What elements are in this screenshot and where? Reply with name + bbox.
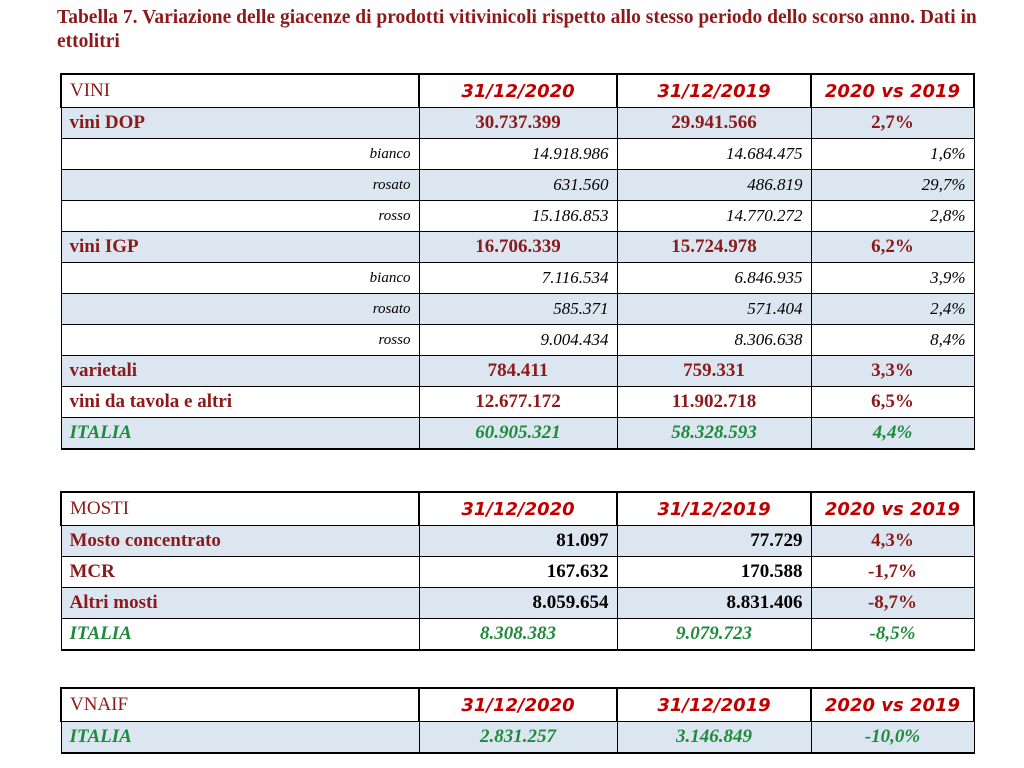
value-2019: 11.902.718 <box>617 387 811 418</box>
table-row <box>61 108 974 139</box>
variation-pct: 1,6% <box>811 139 974 170</box>
row-label: rosato <box>61 170 419 201</box>
vini-header-label: VINI <box>61 74 419 108</box>
value-2020: 14.918.986 <box>419 139 617 170</box>
value-2020: 30.737.399 <box>419 108 617 139</box>
value-2020: 631.560 <box>419 170 617 201</box>
value-2019: 3.146.849 <box>617 722 811 754</box>
vini-header-row <box>61 74 974 108</box>
value-2019: 8.306.638 <box>617 325 811 356</box>
row-label: vini IGP <box>61 232 419 263</box>
mosti-header-2020: 31/12/2020 <box>419 492 617 526</box>
table-row-total <box>61 722 974 754</box>
value-2020: 8.059.654 <box>419 588 617 619</box>
value-2020: 9.004.434 <box>419 325 617 356</box>
row-label: vini DOP <box>61 108 419 139</box>
value-2019: 29.941.566 <box>617 108 811 139</box>
vnaif-header-variation: 2020 vs 2019 <box>811 688 974 722</box>
table-row <box>61 557 974 588</box>
table-row <box>61 356 974 387</box>
row-label: bianco <box>61 263 419 294</box>
variation-pct: 3,3% <box>811 356 974 387</box>
variation-pct: 8,4% <box>811 325 974 356</box>
variation-pct: 29,7% <box>811 170 974 201</box>
row-label: vini da tavola e altri <box>61 387 419 418</box>
table-row-total <box>61 418 974 450</box>
value-2019: 486.819 <box>617 170 811 201</box>
row-label: ITALIA <box>61 722 419 754</box>
table-title: Tabella 7. Variazione delle giacenze di prodotti vitivinicoli rispetto allo stesso periodo dello scorso anno. Dati in ettolitri <box>57 7 977 52</box>
table-row <box>61 263 974 294</box>
row-label: ITALIA <box>61 418 419 450</box>
row-label: varietali <box>61 356 419 387</box>
table-row <box>61 325 974 356</box>
row-label: rosato <box>61 294 419 325</box>
vini-header-variation: 2020 vs 2019 <box>811 74 974 108</box>
value-2020: 784.411 <box>419 356 617 387</box>
vnaif-header-2020: 31/12/2020 <box>419 688 617 722</box>
table-row <box>61 139 974 170</box>
row-label: ITALIA <box>61 619 419 651</box>
table-row <box>61 201 974 232</box>
variation-pct: 2,8% <box>811 201 974 232</box>
value-2019: 14.684.475 <box>617 139 811 170</box>
value-2019: 77.729 <box>617 526 811 557</box>
mosti-header-variation: 2020 vs 2019 <box>811 492 974 526</box>
vini-header-2019: 31/12/2019 <box>617 74 811 108</box>
vnaif-header-2019: 31/12/2019 <box>617 688 811 722</box>
value-2019: 9.079.723 <box>617 619 811 651</box>
row-label: rosso <box>61 325 419 356</box>
variation-pct: -10,0% <box>811 722 974 754</box>
row-label: Mosto concentrato <box>61 526 419 557</box>
row-label: Altri mosti <box>61 588 419 619</box>
variation-pct: 6,5% <box>811 387 974 418</box>
variation-pct: 6,2% <box>811 232 974 263</box>
value-2020: 81.097 <box>419 526 617 557</box>
value-2020: 167.632 <box>419 557 617 588</box>
variation-pct: -8,7% <box>811 588 974 619</box>
value-2020: 16.706.339 <box>419 232 617 263</box>
value-2019: 15.724.978 <box>617 232 811 263</box>
value-2019: 14.770.272 <box>617 201 811 232</box>
variation-pct: 2,7% <box>811 108 974 139</box>
variation-pct: 2,4% <box>811 294 974 325</box>
row-label: MCR <box>61 557 419 588</box>
row-label: bianco <box>61 139 419 170</box>
table-row <box>61 526 974 557</box>
table-row <box>61 232 974 263</box>
value-2020: 12.677.172 <box>419 387 617 418</box>
vini-table <box>60 73 975 450</box>
table-row <box>61 170 974 201</box>
variation-pct: 3,9% <box>811 263 974 294</box>
variation-pct: -8,5% <box>811 619 974 651</box>
vini-header-2020: 31/12/2020 <box>419 74 617 108</box>
variation-pct: -1,7% <box>811 557 974 588</box>
vnaif-header-row <box>61 688 974 722</box>
vnaif-table <box>60 687 975 754</box>
variation-pct: 4,3% <box>811 526 974 557</box>
table-row <box>61 387 974 418</box>
table-row-total <box>61 619 974 651</box>
vnaif-header-label: VNAIF <box>61 688 419 722</box>
value-2019: 8.831.406 <box>617 588 811 619</box>
value-2020: 60.905.321 <box>419 418 617 450</box>
value-2019: 571.404 <box>617 294 811 325</box>
mosti-header-label: MOSTI <box>61 492 419 526</box>
row-label: rosso <box>61 201 419 232</box>
mosti-header-2019: 31/12/2019 <box>617 492 811 526</box>
table-row <box>61 294 974 325</box>
value-2019: 6.846.935 <box>617 263 811 294</box>
table-row <box>61 588 974 619</box>
value-2019: 759.331 <box>617 356 811 387</box>
value-2020: 585.371 <box>419 294 617 325</box>
mosti-table <box>60 491 975 651</box>
mosti-header-row <box>61 492 974 526</box>
value-2020: 15.186.853 <box>419 201 617 232</box>
value-2020: 8.308.383 <box>419 619 617 651</box>
value-2019: 170.588 <box>617 557 811 588</box>
value-2020: 2.831.257 <box>419 722 617 754</box>
value-2019: 58.328.593 <box>617 418 811 450</box>
variation-pct: 4,4% <box>811 418 974 450</box>
value-2020: 7.116.534 <box>419 263 617 294</box>
